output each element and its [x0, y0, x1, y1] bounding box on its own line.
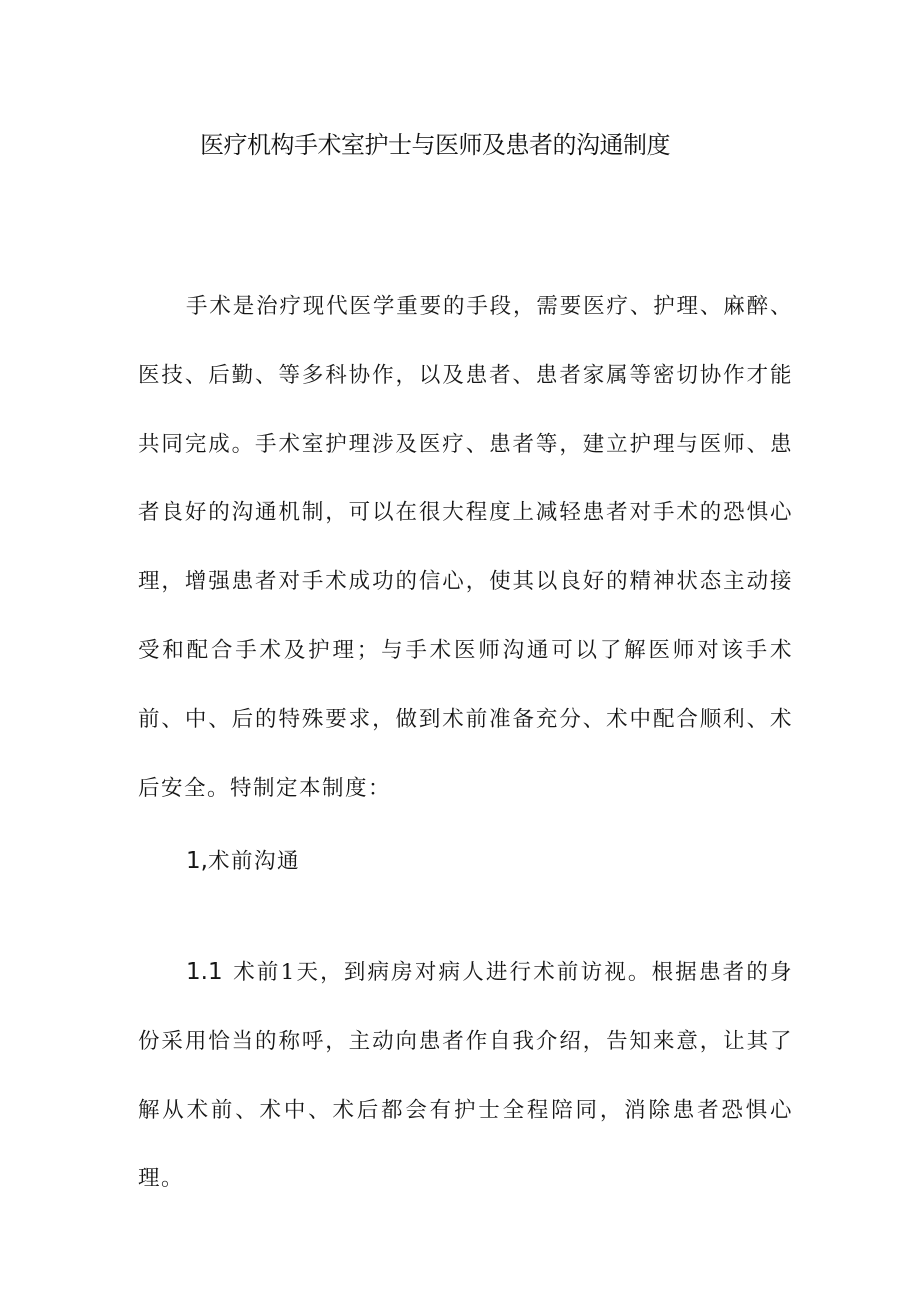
section-number: 1, — [186, 848, 208, 874]
document-title: 医疗机构手术室护士与医师及患者的沟通制度 — [200, 131, 670, 159]
section-title: 术前沟通 — [207, 849, 300, 874]
section-heading — [138, 844, 793, 879]
subsection-number: 1.1 — [186, 959, 223, 985]
subsection-paragraph — [138, 938, 793, 1214]
subsection-text: 术前1天，到病房对病人进行术前访视。根据患者的身份采用恰当的称呼，主动向患者作自我介绍，告知来意，让其了解从术前、术中、术后都会有护士全程陪同，消除患者恐惧心理。 — [138, 960, 793, 1192]
intro-paragraph: 手术是治疗现代医学重要的手段，需要医疗、护理、麻醉、医技、后勤、等多科协作，以及患者、患者家属等密切协作才能共同完成。手术室护理涉及医疗、患者等，建立护理与医师、患者良好的沟通机制，可以在很大程度上减轻患者对手术的恐惧心理，增强患者对手术成功的信心，使其以良好的精神状态主动接受和配合手术及护理；与手术医师沟通可以了解医师对该手术前、中、后的特殊要求，做到术前准备充分、术中配合顺利、术后安全。特制定本制度： — [138, 294, 793, 801]
